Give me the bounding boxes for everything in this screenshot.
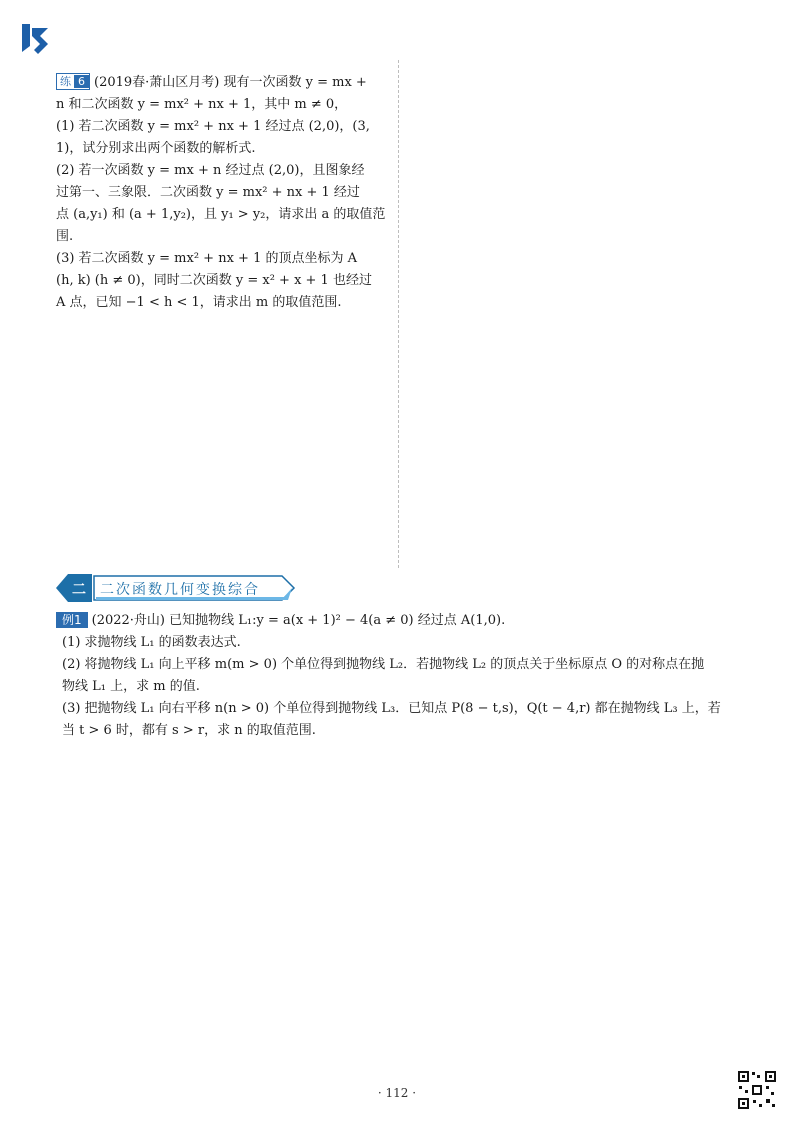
example-line-1: 例1 (2022·舟山) 已知抛物线 L₁:y = a(x + 1)² − 4(a ≠ 0) 经过点 A(1,0).	[56, 610, 776, 632]
practice-line: n 和二次函数 y = mx² + nx + 1，其中 m ≠ 0，	[56, 97, 348, 112]
practice-line: (1) 若二次函数 y = mx² + nx + 1 经过点 (2,0)，(3,	[56, 119, 370, 134]
example-line: (3) 把抛物线 L₁ 向右平移 n(n > 0) 个单位得到抛物线 L₃．已知点 P(8 − t,s)，Q(t − 4,r) 都在抛物线 L₃ 上，若	[62, 701, 721, 716]
example-line: (1) 求抛物线 L₁ 的函数表达式.	[62, 635, 241, 650]
section-number: 二	[72, 582, 86, 598]
example-line: 当 t > 6 时，都有 s > r，求 n 的取值范围.	[62, 723, 316, 738]
example-line: (2) 将抛物线 L₁ 向上平移 m(m > 0) 个单位得到抛物线 L₂．若抛物线 L₂ 的顶点关于坐标原点 O 的对称点在抛	[62, 657, 705, 672]
practice-tag: 练 6	[56, 73, 90, 90]
practice-line: 点 (a,y₁) 和 (a + 1,y₂)，且 y₁ > y₂，请求出 a 的取值范	[56, 207, 386, 222]
example-line: 物线 L₁ 上，求 m 的值.	[62, 679, 200, 694]
example-problem	[56, 610, 776, 742]
practice-line: 1)，试分别求出两个函数的解析式.	[56, 141, 256, 156]
practice-line: (h, k) (h ≠ 0)，同时二次函数 y = x² + x + 1 也经过	[56, 273, 372, 288]
example-tag: 例1	[56, 612, 88, 628]
section-title: 二次函数几何变换综合	[100, 582, 260, 598]
practice-line-1: 练 6 (2019春·萧山区月考) 现有一次函数 y = mx +	[56, 72, 390, 94]
practice-line: 过第一、三象限．二次函数 y = mx² + nx + 1 经过	[56, 185, 360, 200]
practice-line: A 点，已知 −1 < h < 1，请求出 m 的取值范围.	[56, 295, 342, 310]
column-divider	[398, 60, 399, 568]
practice-problem	[56, 72, 390, 314]
practice-line: (3) 若二次函数 y = mx² + nx + 1 的顶点坐标为 A	[56, 251, 357, 266]
page-number: · 112 ·	[377, 1086, 417, 1100]
qr-code-icon[interactable]	[737, 1070, 777, 1110]
publisher-logo-icon	[18, 22, 54, 56]
practice-line: 围.	[56, 229, 74, 244]
practice-line: (2) 若一次函数 y = mx + n 经过点 (2,0)，且图象经	[56, 163, 365, 178]
